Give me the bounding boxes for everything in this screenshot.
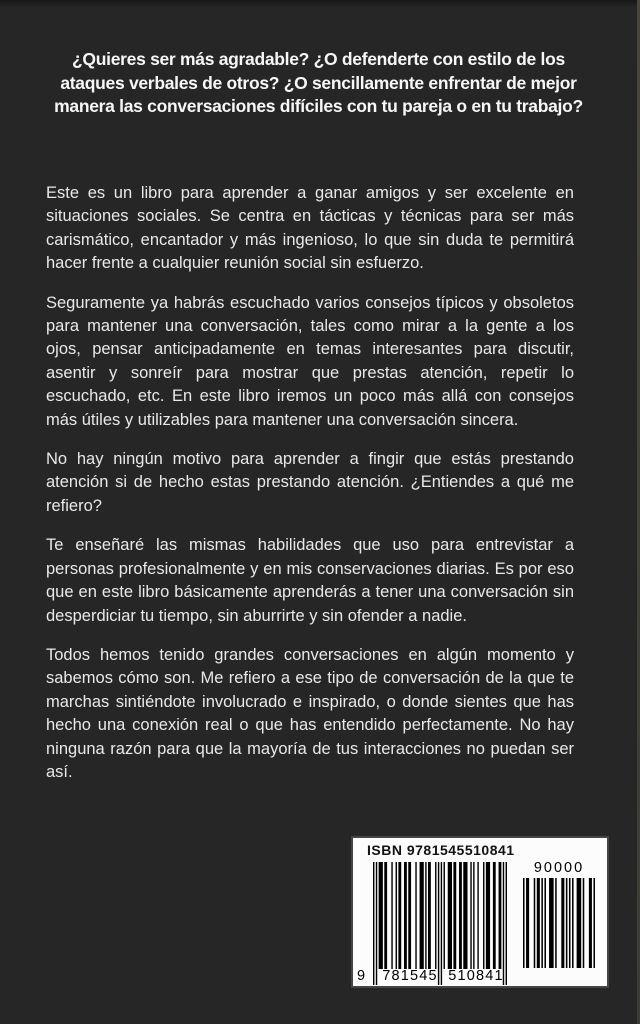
description-paragraph-3: No hay ningún motivo para aprender a fingir que estás prestando atención si de hecho estas prestando atención. ¿Entiendes a qué me refiero? [46,450,574,515]
barcode-panel [351,836,609,988]
description-paragraph-4: Te enseñaré las mismas habilidades que uso para entrevistar a personas profesionalmente y en mis conservaciones diarias. Es por eso que en este libro básicamente aprenderás a tener una conversación sin desperdiciar tu tiempo, sin aburrirte y sin ofender a nadie. [46,536,574,625]
tagline-line-3: manera las conversaciones difíciles con tu pareja o en tu trabajo? [54,96,583,116]
ean13-barcode [373,862,507,985]
barcode-right-digits: 510841 [448,968,504,984]
description-paragraph-2: Seguramente ya habrás escuchado varios consejos típicos y obsoletos para mantener una conversación, tales como mirar a la gente a los ojos, pensar anticipadamente en temas interesantes para discutir, asentir y sonreír para mostrar que prestas atención, repetir lo escuchado, etc. En este libro iremos un poco más allá con consejos más útiles y utilizables para mantener una conversación sincera. [46,293,574,429]
barcode-left-digits: 781545 [382,968,438,984]
tagline-line-1: ¿Quieres ser más agradable? ¿O defenderte con estilo de los [72,49,565,69]
tagline-line-2: ataques verbales de otros? ¿O sencillamente enfrentar de mejor [60,72,577,93]
description-paragraph-5: Todos hemos tenido grandes conversaciones en algún momento y sabemos cómo son. Me refiero a ese tipo de conversación de la que te marchas sintiéndote involucrado e inspirado, o donde sientes que has hecho una conexión real o que has entendido perfectamente. No hay ninguna razón para que la mayoría de tus interacciones no puedan ser así. [46,645,574,781]
barcode-lead-digit: 9 [357,968,366,984]
back-cover-description [46,182,574,784]
description-paragraph-1: Este es un libro para aprender a ganar amigos y ser excelente en situaciones sociales. Se centra en tácticas y técnicas para ser más carismático, encantador y más ingenioso, lo que sin duda te permitirá hacer frente a cualquier reunión social sin esfuerzo. [46,184,574,273]
barcode-supplement-label: 90000 [533,860,585,876]
tagline [24,48,613,119]
ean5-supplement-barcode [523,878,595,968]
isbn-label: ISBN 9781545510841 [367,842,515,858]
